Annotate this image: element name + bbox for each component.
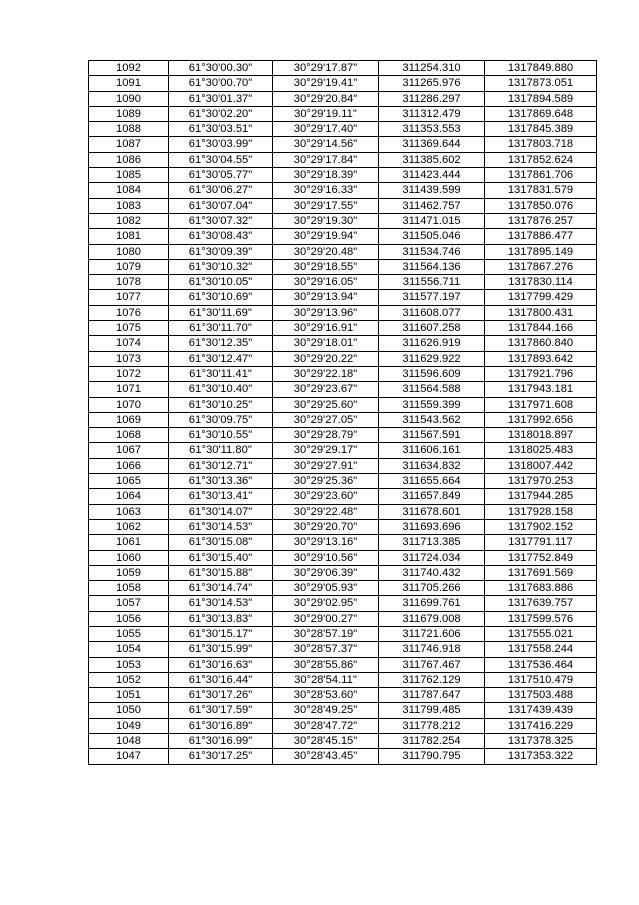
y-coordinate-cell: 1317791.117: [485, 535, 597, 550]
x-coordinate-cell: 311534.746: [379, 244, 485, 259]
y-coordinate-cell: 1317830.114: [485, 275, 597, 290]
x-coordinate-cell: 311629.922: [379, 351, 485, 366]
y-coordinate-cell: 1317895.149: [485, 244, 597, 259]
table-row: [89, 443, 597, 458]
longitude-cell: 30°29'10.56": [273, 550, 379, 565]
longitude-cell: 30°29'17.84": [273, 152, 379, 167]
x-coordinate-cell: 311265.976: [379, 76, 485, 91]
longitude-cell: 30°29'16.91": [273, 321, 379, 336]
y-coordinate-cell: 1317845.389: [485, 122, 597, 137]
longitude-cell: 30°29'00.27": [273, 611, 379, 626]
point-number-cell: 1074: [89, 336, 169, 351]
latitude-cell: 61°30'10.25": [169, 397, 273, 412]
y-coordinate-cell: 1317867.276: [485, 259, 597, 274]
table-row: [89, 535, 597, 550]
latitude-cell: 61°30'15.88": [169, 565, 273, 580]
x-coordinate-cell: 311564.588: [379, 382, 485, 397]
table-row: [89, 290, 597, 305]
y-coordinate-cell: 1317894.589: [485, 91, 597, 106]
x-coordinate-cell: 311778.212: [379, 718, 485, 733]
point-number-cell: 1082: [89, 213, 169, 228]
latitude-cell: 61°30'17.25": [169, 749, 273, 764]
y-coordinate-cell: 1317971.608: [485, 397, 597, 412]
x-coordinate-cell: 311462.757: [379, 198, 485, 213]
y-coordinate-cell: 1317536.464: [485, 657, 597, 672]
x-coordinate-cell: 311577.197: [379, 290, 485, 305]
y-coordinate-cell: 1318007.442: [485, 458, 597, 473]
longitude-cell: 30°29'23.67": [273, 382, 379, 397]
y-coordinate-cell: 1317599.576: [485, 611, 597, 626]
table-row: [89, 397, 597, 412]
latitude-cell: 61°30'00.70": [169, 76, 273, 91]
latitude-cell: 61°30'10.69": [169, 290, 273, 305]
longitude-cell: 30°29'17.40": [273, 122, 379, 137]
point-number-cell: 1075: [89, 321, 169, 336]
latitude-cell: 61°30'12.47": [169, 351, 273, 366]
table-row: [89, 749, 597, 764]
point-number-cell: 1062: [89, 519, 169, 534]
y-coordinate-cell: 1317803.718: [485, 137, 597, 152]
latitude-cell: 61°30'10.55": [169, 428, 273, 443]
point-number-cell: 1085: [89, 168, 169, 183]
point-number-cell: 1078: [89, 275, 169, 290]
y-coordinate-cell: 1317800.431: [485, 305, 597, 320]
table-row: [89, 259, 597, 274]
table-row: [89, 519, 597, 534]
latitude-cell: 61°30'00.30": [169, 61, 273, 76]
y-coordinate-cell: 1317943.181: [485, 382, 597, 397]
table-row: [89, 458, 597, 473]
point-number-cell: 1092: [89, 61, 169, 76]
longitude-cell: 30°29'19.11": [273, 106, 379, 121]
x-coordinate-cell: 311556.711: [379, 275, 485, 290]
point-number-cell: 1047: [89, 749, 169, 764]
table-row: [89, 565, 597, 580]
table-row: [89, 642, 597, 657]
x-coordinate-cell: 311564.136: [379, 259, 485, 274]
x-coordinate-cell: 311657.849: [379, 489, 485, 504]
point-number-cell: 1056: [89, 611, 169, 626]
x-coordinate-cell: 311471.015: [379, 213, 485, 228]
y-coordinate-cell: 1317860.840: [485, 336, 597, 351]
point-number-cell: 1088: [89, 122, 169, 137]
y-coordinate-cell: 1317691.569: [485, 565, 597, 580]
table-row: [89, 137, 597, 152]
table-row: [89, 76, 597, 91]
x-coordinate-cell: 311679.008: [379, 611, 485, 626]
table-row: [89, 61, 597, 76]
point-number-cell: 1048: [89, 734, 169, 749]
point-number-cell: 1076: [89, 305, 169, 320]
latitude-cell: 61°30'16.99": [169, 734, 273, 749]
latitude-cell: 61°30'15.40": [169, 550, 273, 565]
longitude-cell: 30°29'29.17": [273, 443, 379, 458]
latitude-cell: 61°30'12.35": [169, 336, 273, 351]
latitude-cell: 61°30'04.55": [169, 152, 273, 167]
latitude-cell: 61°30'17.26": [169, 688, 273, 703]
table-row: [89, 91, 597, 106]
latitude-cell: 61°30'16.89": [169, 718, 273, 733]
longitude-cell: 30°28'49.25": [273, 703, 379, 718]
latitude-cell: 61°30'14.53": [169, 596, 273, 611]
x-coordinate-cell: 311724.034: [379, 550, 485, 565]
longitude-cell: 30°29'25.36": [273, 474, 379, 489]
point-number-cell: 1073: [89, 351, 169, 366]
point-number-cell: 1060: [89, 550, 169, 565]
latitude-cell: 61°30'09.75": [169, 412, 273, 427]
table-row: [89, 183, 597, 198]
table-row: [89, 412, 597, 427]
point-number-cell: 1067: [89, 443, 169, 458]
y-coordinate-cell: 1317752.849: [485, 550, 597, 565]
longitude-cell: 30°29'19.41": [273, 76, 379, 91]
y-coordinate-cell: 1317799.429: [485, 290, 597, 305]
table-row: [89, 734, 597, 749]
x-coordinate-cell: 311608.077: [379, 305, 485, 320]
table-row: [89, 152, 597, 167]
x-coordinate-cell: 311655.664: [379, 474, 485, 489]
x-coordinate-cell: 311693.696: [379, 519, 485, 534]
latitude-cell: 61°30'03.99": [169, 137, 273, 152]
x-coordinate-cell: 311423.444: [379, 168, 485, 183]
longitude-cell: 30°28'47.72": [273, 718, 379, 733]
y-coordinate-cell: 1317970.253: [485, 474, 597, 489]
table-row: [89, 229, 597, 244]
latitude-cell: 61°30'15.99": [169, 642, 273, 657]
x-coordinate-cell: 311740.432: [379, 565, 485, 580]
y-coordinate-cell: 1317876.257: [485, 213, 597, 228]
latitude-cell: 61°30'10.05": [169, 275, 273, 290]
y-coordinate-cell: 1317869.648: [485, 106, 597, 121]
table-row: [89, 504, 597, 519]
y-coordinate-cell: 1318018.897: [485, 428, 597, 443]
longitude-cell: 30°29'20.70": [273, 519, 379, 534]
x-coordinate-cell: 311559.399: [379, 397, 485, 412]
longitude-cell: 30°29'27.05": [273, 412, 379, 427]
point-number-cell: 1089: [89, 106, 169, 121]
point-number-cell: 1083: [89, 198, 169, 213]
table-row: [89, 428, 597, 443]
longitude-cell: 30°29'13.96": [273, 305, 379, 320]
y-coordinate-cell: 1317416.229: [485, 718, 597, 733]
table-row: [89, 305, 597, 320]
longitude-cell: 30°29'25.60": [273, 397, 379, 412]
point-number-cell: 1066: [89, 458, 169, 473]
y-coordinate-cell: 1317555.021: [485, 626, 597, 641]
table-row: [89, 382, 597, 397]
point-number-cell: 1065: [89, 474, 169, 489]
latitude-cell: 61°30'13.83": [169, 611, 273, 626]
longitude-cell: 30°29'18.39": [273, 168, 379, 183]
longitude-cell: 30°29'20.48": [273, 244, 379, 259]
y-coordinate-cell: 1317503.488: [485, 688, 597, 703]
x-coordinate-cell: 311286.297: [379, 91, 485, 106]
latitude-cell: 61°30'01.37": [169, 91, 273, 106]
table-row: [89, 351, 597, 366]
x-coordinate-cell: 311353.553: [379, 122, 485, 137]
point-number-cell: 1079: [89, 259, 169, 274]
longitude-cell: 30°29'18.01": [273, 336, 379, 351]
x-coordinate-cell: 311678.601: [379, 504, 485, 519]
x-coordinate-cell: 311543.562: [379, 412, 485, 427]
y-coordinate-cell: 1317886.477: [485, 229, 597, 244]
point-number-cell: 1059: [89, 565, 169, 580]
point-number-cell: 1053: [89, 657, 169, 672]
latitude-cell: 61°30'06.27": [169, 183, 273, 198]
longitude-cell: 30°29'02.95": [273, 596, 379, 611]
point-number-cell: 1090: [89, 91, 169, 106]
longitude-cell: 30°29'16.33": [273, 183, 379, 198]
latitude-cell: 61°30'14.74": [169, 581, 273, 596]
latitude-cell: 61°30'08.43": [169, 229, 273, 244]
longitude-cell: 30°29'23.60": [273, 489, 379, 504]
longitude-cell: 30°29'16.05": [273, 275, 379, 290]
y-coordinate-cell: 1317902.152: [485, 519, 597, 534]
table-row: [89, 244, 597, 259]
y-coordinate-cell: 1317921.796: [485, 366, 597, 381]
latitude-cell: 61°30'11.70": [169, 321, 273, 336]
table-row: [89, 122, 597, 137]
longitude-cell: 30°29'17.55": [273, 198, 379, 213]
latitude-cell: 61°30'13.36": [169, 474, 273, 489]
x-coordinate-cell: 311567.591: [379, 428, 485, 443]
point-number-cell: 1055: [89, 626, 169, 641]
point-number-cell: 1054: [89, 642, 169, 657]
y-coordinate-cell: 1317852.624: [485, 152, 597, 167]
table-row: [89, 688, 597, 703]
latitude-cell: 61°30'10.40": [169, 382, 273, 397]
x-coordinate-cell: 311799.485: [379, 703, 485, 718]
y-coordinate-cell: 1317850.076: [485, 198, 597, 213]
table-row: [89, 489, 597, 504]
longitude-cell: 30°28'57.19": [273, 626, 379, 641]
y-coordinate-cell: 1317378.325: [485, 734, 597, 749]
longitude-cell: 30°28'53.60": [273, 688, 379, 703]
longitude-cell: 30°29'14.56": [273, 137, 379, 152]
latitude-cell: 61°30'15.17": [169, 626, 273, 641]
longitude-cell: 30°29'20.84": [273, 91, 379, 106]
y-coordinate-cell: 1318025.483: [485, 443, 597, 458]
table-row: [89, 581, 597, 596]
table-row: [89, 718, 597, 733]
table-row: [89, 474, 597, 489]
point-number-cell: 1058: [89, 581, 169, 596]
y-coordinate-cell: 1317353.322: [485, 749, 597, 764]
latitude-cell: 61°30'16.44": [169, 672, 273, 687]
y-coordinate-cell: 1317849.880: [485, 61, 597, 76]
latitude-cell: 61°30'07.32": [169, 213, 273, 228]
latitude-cell: 61°30'14.07": [169, 504, 273, 519]
y-coordinate-cell: 1317558.244: [485, 642, 597, 657]
longitude-cell: 30°29'19.94": [273, 229, 379, 244]
table-row: [89, 550, 597, 565]
point-number-cell: 1050: [89, 703, 169, 718]
point-number-cell: 1072: [89, 366, 169, 381]
point-number-cell: 1049: [89, 718, 169, 733]
longitude-cell: 30°29'22.18": [273, 366, 379, 381]
x-coordinate-cell: 311385.602: [379, 152, 485, 167]
latitude-cell: 61°30'05.77": [169, 168, 273, 183]
point-number-cell: 1051: [89, 688, 169, 703]
x-coordinate-cell: 311596.609: [379, 366, 485, 381]
point-number-cell: 1080: [89, 244, 169, 259]
x-coordinate-cell: 311787.647: [379, 688, 485, 703]
coordinates-table-body: [89, 61, 597, 765]
x-coordinate-cell: 311254.310: [379, 61, 485, 76]
x-coordinate-cell: 311606.161: [379, 443, 485, 458]
x-coordinate-cell: 311705.266: [379, 581, 485, 596]
coordinates-table: [88, 60, 597, 765]
longitude-cell: 30°29'05.93": [273, 581, 379, 596]
longitude-cell: 30°29'27.91": [273, 458, 379, 473]
table-row: [89, 275, 597, 290]
x-coordinate-cell: 311782.254: [379, 734, 485, 749]
table-row: [89, 611, 597, 626]
latitude-cell: 61°30'12.71": [169, 458, 273, 473]
y-coordinate-cell: 1317831.579: [485, 183, 597, 198]
longitude-cell: 30°29'19.30": [273, 213, 379, 228]
longitude-cell: 30°29'06.39": [273, 565, 379, 580]
y-coordinate-cell: 1317873.051: [485, 76, 597, 91]
x-coordinate-cell: 311607.258: [379, 321, 485, 336]
latitude-cell: 61°30'09.39": [169, 244, 273, 259]
table-row: [89, 168, 597, 183]
table-row: [89, 213, 597, 228]
table-row: [89, 366, 597, 381]
point-number-cell: 1070: [89, 397, 169, 412]
point-number-cell: 1091: [89, 76, 169, 91]
y-coordinate-cell: 1317861.706: [485, 168, 597, 183]
point-number-cell: 1063: [89, 504, 169, 519]
latitude-cell: 61°30'02.20": [169, 106, 273, 121]
x-coordinate-cell: 311505.046: [379, 229, 485, 244]
table-row: [89, 198, 597, 213]
y-coordinate-cell: 1317893.642: [485, 351, 597, 366]
x-coordinate-cell: 311767.467: [379, 657, 485, 672]
longitude-cell: 30°28'45.15": [273, 734, 379, 749]
longitude-cell: 30°28'43.45": [273, 749, 379, 764]
longitude-cell: 30°29'20.22": [273, 351, 379, 366]
y-coordinate-cell: 1317944.285: [485, 489, 597, 504]
longitude-cell: 30°29'13.94": [273, 290, 379, 305]
y-coordinate-cell: 1317439.439: [485, 703, 597, 718]
table-row: [89, 106, 597, 121]
latitude-cell: 61°30'07.04": [169, 198, 273, 213]
latitude-cell: 61°30'15.08": [169, 535, 273, 550]
table-row: [89, 596, 597, 611]
point-number-cell: 1057: [89, 596, 169, 611]
y-coordinate-cell: 1317928.158: [485, 504, 597, 519]
longitude-cell: 30°29'22.48": [273, 504, 379, 519]
point-number-cell: 1071: [89, 382, 169, 397]
point-number-cell: 1061: [89, 535, 169, 550]
y-coordinate-cell: 1317844.166: [485, 321, 597, 336]
y-coordinate-cell: 1317683.886: [485, 581, 597, 596]
point-number-cell: 1084: [89, 183, 169, 198]
point-number-cell: 1077: [89, 290, 169, 305]
point-number-cell: 1081: [89, 229, 169, 244]
x-coordinate-cell: 311634.832: [379, 458, 485, 473]
longitude-cell: 30°28'54.11": [273, 672, 379, 687]
x-coordinate-cell: 311713.385: [379, 535, 485, 550]
longitude-cell: 30°29'17.87": [273, 61, 379, 76]
x-coordinate-cell: 311439.599: [379, 183, 485, 198]
table-row: [89, 657, 597, 672]
latitude-cell: 61°30'11.80": [169, 443, 273, 458]
latitude-cell: 61°30'03.51": [169, 122, 273, 137]
latitude-cell: 61°30'17.59": [169, 703, 273, 718]
latitude-cell: 61°30'13.41": [169, 489, 273, 504]
y-coordinate-cell: 1317510.479: [485, 672, 597, 687]
latitude-cell: 61°30'11.69": [169, 305, 273, 320]
x-coordinate-cell: 311312.479: [379, 106, 485, 121]
x-coordinate-cell: 311746.918: [379, 642, 485, 657]
longitude-cell: 30°28'57.37": [273, 642, 379, 657]
point-number-cell: 1069: [89, 412, 169, 427]
x-coordinate-cell: 311369.644: [379, 137, 485, 152]
point-number-cell: 1052: [89, 672, 169, 687]
latitude-cell: 61°30'11.41": [169, 366, 273, 381]
table-row: [89, 336, 597, 351]
table-row: [89, 626, 597, 641]
point-number-cell: 1087: [89, 137, 169, 152]
latitude-cell: 61°30'10.32": [169, 259, 273, 274]
longitude-cell: 30°29'13.16": [273, 535, 379, 550]
point-number-cell: 1064: [89, 489, 169, 504]
y-coordinate-cell: 1317639.757: [485, 596, 597, 611]
x-coordinate-cell: 311626.919: [379, 336, 485, 351]
longitude-cell: 30°29'28.79": [273, 428, 379, 443]
point-number-cell: 1086: [89, 152, 169, 167]
table-row: [89, 703, 597, 718]
longitude-cell: 30°29'18.55": [273, 259, 379, 274]
x-coordinate-cell: 311721.606: [379, 626, 485, 641]
x-coordinate-cell: 311762.129: [379, 672, 485, 687]
latitude-cell: 61°30'16.63": [169, 657, 273, 672]
latitude-cell: 61°30'14.53": [169, 519, 273, 534]
y-coordinate-cell: 1317992.656: [485, 412, 597, 427]
point-number-cell: 1068: [89, 428, 169, 443]
table-row: [89, 321, 597, 336]
table-row: [89, 672, 597, 687]
longitude-cell: 30°28'55.86": [273, 657, 379, 672]
x-coordinate-cell: 311790.795: [379, 749, 485, 764]
x-coordinate-cell: 311699.761: [379, 596, 485, 611]
